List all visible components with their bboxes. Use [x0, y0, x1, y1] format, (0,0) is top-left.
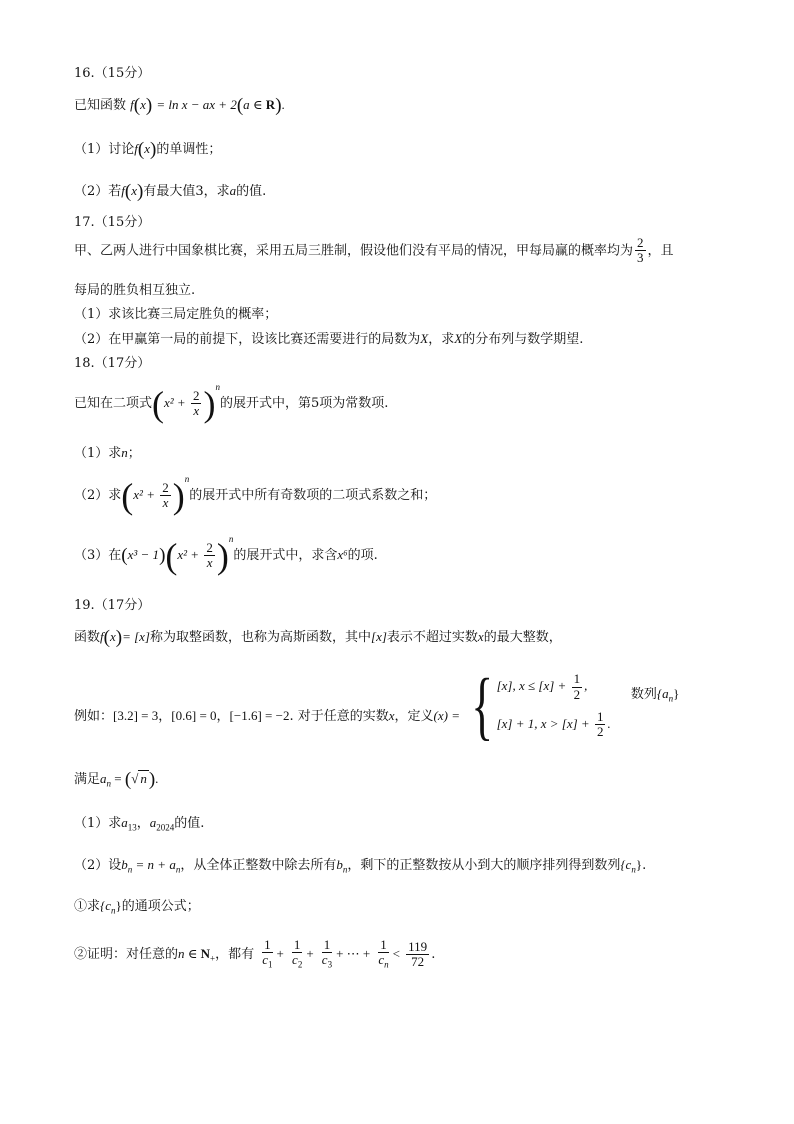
q19-stem-c: 表示不超过实数 [386, 630, 478, 645]
q17-header: 17.（15分） [74, 215, 151, 230]
q18-var-n: n [121, 445, 128, 460]
q17-var-X: X [420, 331, 429, 346]
q16-stem: 已知函数 f(x) = ln x − ax + 2(a ∈ R). [74, 95, 285, 116]
q19-satisfy: 满足$a_n$ = (√ n ). [74, 769, 159, 790]
q19-example-line: 例如：[3.2] = 3，[0.6] = 0，[−1.6] = −2. 对于任意的实数x，定义(x) = { [x], x ≤ [x] + $\frac{1}{2}$ , [x] + 1, x > [x] + $\frac{1}{2}$ . 数列$\{a_n\}$ [74, 664, 680, 748]
q17-part2-text-c: 的分布列与数学期望. [462, 332, 584, 347]
q18-part2-suffix: 的展开式中所有奇数项的二项式系数之和； [189, 488, 437, 503]
subscript-n: n [668, 693, 674, 704]
binomial-x2: x² + [177, 547, 203, 562]
math-x: x [140, 97, 146, 112]
q18-part3: （3）在(x³ − 1)(x² + $\frac{2}{x}$ )$^n$的展开式中，求含x⁶的项. [74, 533, 378, 576]
q16-header: 16.（15分） [74, 66, 151, 81]
q18-part2: （2）求(x² + $\frac{2}{x}$ )$^n$的展开式中所有奇数项的二项式系数之和； [74, 473, 437, 516]
case-2: [x] + 1, x > [x] + $\frac{1}{2}$ . [496, 709, 611, 740]
q19-sub1-suffix: 的通项公式； [121, 899, 200, 914]
example-floor-neg-1-6: [−1.6] = −2 [229, 708, 290, 724]
q17-part2 [74, 331, 583, 348]
math-f: f [134, 141, 138, 156]
sequence-cn: {c [620, 857, 632, 872]
factor-x3-minus-1: x³ − 1 [127, 547, 160, 562]
sequence-an: {a [656, 685, 669, 701]
math-f: f [100, 629, 104, 644]
q19-stem: 函数f(x)= [x]称为取整函数，也称为高斯函数，其中[x]表示不超过实数x的最大整数， [74, 627, 562, 648]
n-in-N: n ∈ [178, 945, 201, 961]
sep: ， [136, 816, 150, 831]
q17-stem-line2: 每局的胜负相互独立. [74, 283, 196, 298]
fraction-119-72: $\frac{119}{72}$ [408, 938, 428, 969]
subscript-n: n [127, 864, 133, 875]
q18-stem-suffix: 的展开式中，第5项为常数项. [219, 396, 389, 411]
case-1: [x], x ≤ [x] + $\frac{1}{2}$ , [496, 671, 588, 702]
fraction-1-over-c2: $\frac{1}{c_2}$ [292, 937, 303, 970]
example-floor-0-6: [0.6] = 0 [171, 708, 217, 724]
q19-part2-tail: . [642, 858, 647, 873]
binomial-x2: x² + [133, 487, 159, 502]
q18-stem-prefix: 已知在二项式 [74, 396, 153, 411]
q16-part1-suffix: 的单调性； [156, 142, 222, 157]
rounding-func-label: (x) = [433, 708, 460, 724]
fraction-1-2: $\frac{1}{2}$ [596, 709, 604, 740]
q18-part1-suffix: ； [127, 446, 141, 461]
b-n: b [121, 857, 128, 872]
fraction-1-over-cn: $\frac{1}{c_n}$ [378, 937, 389, 970]
subscript-n: n [106, 778, 112, 789]
q19-var-x: x [477, 629, 484, 644]
q19-part1-suffix: 的值. [174, 816, 205, 831]
q19-sub2-end: . [431, 946, 436, 962]
q18-part3-label: （3）在 [74, 548, 122, 563]
sequence-cn: {c [100, 898, 111, 913]
math-x: x [109, 629, 116, 644]
subscript-n: n [342, 864, 348, 875]
q18-stem: 已知在二项式(x² + $\frac{2}{x}$ )$^n$的展开式中，第5项为常数项. [74, 381, 389, 424]
q19-sub1-label: ①求 [74, 899, 101, 914]
sep: ， [158, 709, 172, 725]
q16-part2-label: （2）若 [74, 184, 122, 199]
q19-define-a: . 对于任意的实数 [289, 709, 389, 725]
sep: ， [216, 709, 230, 725]
math-f: f [121, 183, 125, 198]
q19-part1-label: （1）求 [74, 816, 122, 831]
q19-sub2-label: ②证明：对任意的 [74, 946, 179, 962]
fraction-2-over-x: $\frac{2}{x}$ [206, 539, 213, 570]
q16-part1: （1）讨论f(x)的单调性； [74, 139, 222, 160]
q17-stem-text: 甲、乙两人进行中国象棋比赛，采用五局三胜制，假设他们没有平局的情况，甲每局赢的概率均为 [74, 243, 634, 259]
q19-stem-b: 称为取整函数，也称为高斯函数，其中 [150, 630, 372, 645]
q16-part1-label: （1）讨论 [74, 142, 135, 157]
q17-var-X: X [454, 331, 463, 346]
q19-sub2: ②证明：对任意的n ∈ $N_+$，都有 $\frac{1}{c_1}$ + $\frac{1}{c_2}$ + $\frac{1}{c_3}$ + ⋯ + $\frac{1}{c_n}$ < $\frac{119}{72}$ . [74, 937, 436, 970]
fraction-1-over-c1: $\frac{1}{c_1}$ [262, 937, 273, 970]
q16-part2-mid: 有最大值3，求 [143, 184, 230, 199]
q16-var-a: a [229, 183, 237, 198]
exponent-n: n [184, 473, 190, 484]
piecewise-definition: { [x], x ≤ [x] + $\frac{1}{2}$ , [x] + 1, x > [x] + $\frac{1}{2}$ . [471, 664, 611, 748]
fraction-2-3: $\frac{2}{3}$ [637, 235, 644, 266]
q19-sub2-mid: ，都有 [215, 946, 255, 962]
math-x: x [131, 183, 138, 198]
q18-part1-label: （1）求 [74, 446, 122, 461]
q16-domain: a ∈ [243, 97, 266, 112]
math-x: x [144, 141, 151, 156]
subscript-n: n [110, 905, 116, 916]
q18-header: 18.（17分） [74, 356, 151, 371]
q16-function-expr: = ln x − ax + 2 [156, 97, 237, 112]
q17-part2-text-a: （2）在甲赢第一局的前提下，设该比赛还需要进行的局数为 [74, 332, 421, 347]
fraction-1-over-c3: $\frac{1}{c_3}$ [321, 937, 333, 970]
floor-x: [x] [371, 629, 387, 644]
exponent-n: n [215, 381, 220, 392]
floor-function-def: = [x] [122, 629, 150, 644]
q17-stem-end: ，且 [647, 243, 674, 259]
q18-part3-mid: 的展开式中，求含 [233, 548, 338, 563]
q19-part2: （2）设$b_n = n + a_n$，从全体正整数中除去所有$b_n$，剩下的正整数按从小到大的顺序排列得到数列$\{c_n\}$. [74, 857, 647, 875]
q19-part2-mid: ，从全体正整数中除去所有 [180, 858, 337, 873]
fraction-1-2: $\frac{1}{2}$ [573, 671, 581, 702]
b-n: b [336, 857, 343, 872]
example-floor-3-2: [3.2] = 3 [113, 708, 159, 724]
q19-part2-end: ，剩下的正整数按从小到大的顺序排列得到数列 [347, 858, 621, 873]
fraction-2-over-x: $\frac{2}{x}$ [192, 387, 200, 418]
natural-set-symbol: N [200, 945, 211, 961]
q17-part2-text-b: ，求 [428, 332, 455, 347]
q18-part2-label: （2）求 [74, 488, 122, 503]
subscript-2024: 2024 [156, 822, 175, 833]
q19-var-x: x [388, 708, 395, 724]
term-x6: x⁶ [337, 547, 348, 562]
q16-part2-suffix: 的值. [236, 184, 267, 199]
real-set-symbol: R [265, 97, 276, 112]
q19-stem-d: 的最大整数， [483, 630, 562, 645]
subscript-13: 13 [127, 822, 137, 833]
a-n: a [100, 771, 107, 786]
ellipsis-plus: + ⋯ + [336, 945, 371, 961]
less-than: < [392, 945, 401, 961]
q16-stem-text: 已知函数 [74, 98, 127, 113]
subscript-n: n [175, 864, 181, 875]
q19-part2-label: （2）设 [74, 858, 122, 873]
q17-part1: （1）求该比赛三局定胜负的概率； [74, 307, 278, 322]
q19-satisfy-label: 满足 [74, 772, 101, 787]
q18-part3-suffix: 的项. [347, 548, 378, 563]
fraction-2-over-x: $\frac{2}{x}$ [162, 479, 169, 510]
q19-stem-a: 函数 [74, 630, 101, 645]
q16-part2: （2）若f(x)有最大值3，求a的值. [74, 181, 267, 202]
q19-seq-label: 数列 [630, 686, 657, 702]
subscript-plus: + [210, 953, 216, 964]
binomial-x2: x² + [164, 395, 189, 410]
a-13: a [121, 815, 128, 830]
q19-example-label: 例如： [74, 709, 114, 725]
exponent-n: n [228, 533, 234, 544]
bn-definition: = n + a [132, 857, 176, 872]
subscript-n: n [631, 864, 636, 875]
q19-part1 [74, 815, 204, 834]
math-f: f [130, 97, 134, 112]
a-2024: a [149, 815, 157, 830]
q19-sub1: ①求$\{c_n\}$的通项公式； [74, 898, 200, 916]
q19-header: 19.（17分） [74, 598, 151, 613]
sqrt-n: √ n [131, 771, 147, 786]
q19-define-b: ，定义 [394, 709, 434, 725]
q18-part1 [74, 445, 141, 462]
q17-stem-line1 [74, 236, 674, 266]
